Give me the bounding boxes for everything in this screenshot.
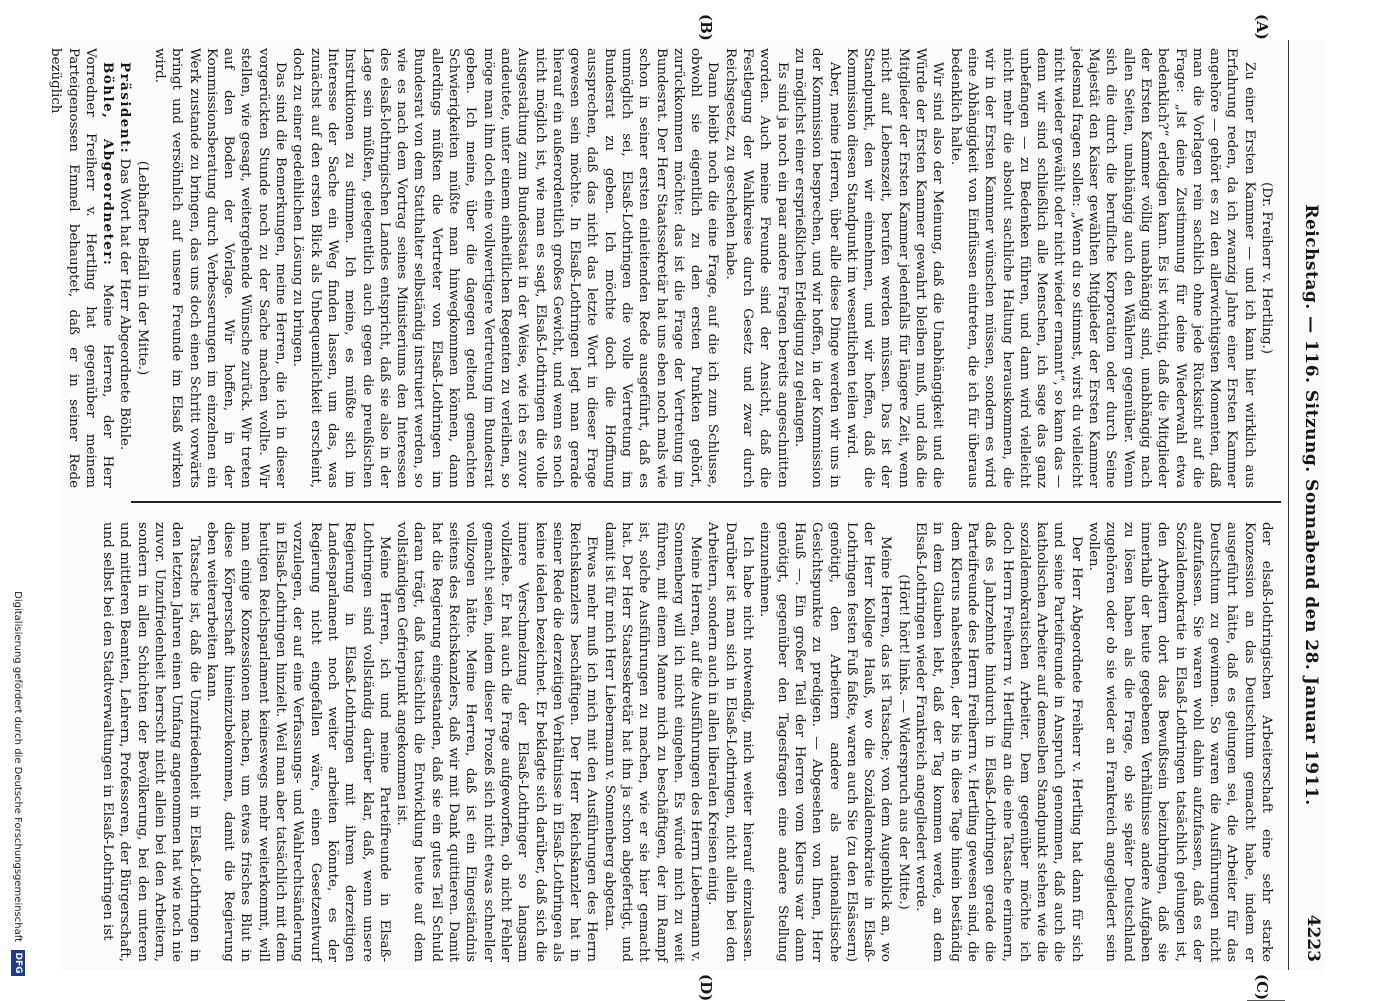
- paragraph: Meine Herren, das ist Tatsache; von dem Augenblick an, wo der Herr Kollege Hauß, wo die Sozialdemokratie in Elsaß-Lothringen festen Fuß faßte, waren auch Sie (zu den Elsässern) genötigt, den Arbeitern andere als nationalistische Gesichtspunkte zu predigen. — Abgesehen von Ihnen, Herr Hauß —. Ein großer Teil der Herren vom Klerus war dann genötigt, gegenüber den Tagesfragen eine andere Stellung einzunehmen.: [757, 522, 894, 962]
- paragraph: Meine Herren, ich und meine Parteifreunde in Elsaß-Lothringen sind vollständig darüber klar, daß, wenn unsere Regierung in Elsaß-Lothringen mit ihrem derzeitigen Landesparlament noch weiter arbeiten könnte, es der Regierung nicht eingefallen wäre, einen Gesetzentwurf vorzulegen, der auf eine Verfassungs- und Wahlrechtsänderung in Elsaß-Lothringen hinzielt. Weil man aber tatsächlich mit dem heutigen Reichsparlament keineswegs mehr weiterkommt, will man einige Konzessionen machen, um etwas frisches Blut in diese Körperschaft hineinzubekommen, damit die Regierung eben weiterarbeiten kann.: [203, 522, 392, 962]
- margin-mark-c: (C): [1253, 974, 1271, 1001]
- dfg-logo: DFG: [11, 950, 25, 976]
- president-paragraph: [116, 48, 133, 488]
- paragraph: Dann bleibt noch die eine Frage, auf die ich zum Schlusse, obwohl sie eigentlich zu den ersten Punkten gehört, zurückkommen möchte: das ist die Frage der Vertretung im Bundesrat. Der Herr Staatssekretär hat uns eben noch mals wie schon in seiner ersten einleitenden Rede ausgeführt, daß es unmöglich sei, Elsaß-Lothringen die volle Vertretung im Bundesrat zu geben. Ich möchte doch die Hoffnung aussprechen, daß das nicht das letzte Wort in dieser Frage gewesen sein möchte. In Elsaß-Lothringen legt man gerade hierauf ein außerordentlich großes Gewicht, und wenn es noch nicht möglich ist, wie man es sagt, Elsaß-Lothringen die volle Ausgestaltung zum Bundesstaat in der Weise, wie ich es zuvor andeutete, unter einem einheitlichen Regenten zu verleihen, so möge man ihm doch eine vollwertigere Vertretung im Bundesrat geben. Ich meine, über die dagegen geltend gemachten Schwierigkeiten müßte man hinwegkommen können, dann allerdings müßten die Vertreter von Elsaß-Lothringen im Bundesrat von dem Statthalter selbständig instruiert werden, so wie es nach dem Vortrag seines Ministeriums den Interessen des elsaß-lothringischen Landes entspricht, daß sie also in der Lage sein müßten, gelegentlich auch gegen die preußischen Instruktionen zu stimmen. Ich meine, es müßte sich im Interesse der Sache ein Weg finden lassen, um das, was zunächst auf den ersten Blick als Unbequemlichkeit erscheint, doch zu einer gedeihlichen Lösung zu bringen.: [290, 48, 721, 488]
- speaker-line: (Dr. Freiherr v. Hertling.): [1259, 181, 1274, 355]
- right-column: [100, 522, 1275, 962]
- paragraph: Das sind die Bemerkungen, meine Herren, die ich in dieser vorgerückten Stunde noch zu der Sache machen wollte. Wir stellen, wie gesagt, weitergehende Wünsche zurück. Wir treten auf den Boden der Vorlage. Wir hoffen, in der Kommissionsberatung durch Verbesserungen im einzelnen ein Werk zustande zu bringen, das uns doch einen Schritt vorwärts bringt und versöhnlich auf unsere Freunde im Elsaß wirken wird.: [152, 48, 289, 488]
- left-column: [48, 48, 1275, 489]
- paragraph: Meine Herren, auf die Ausführungen des Herrn Liebermann v. Sonnenberg will ich nicht eingehen. Es würde mich zu weit führen, mit einem Manne mich zu beschäftigen, der im Rampf ist, solche Ausführungen zu machen, wie er sie hier gemacht hat. Der Herr Staatssekretär hat ihn ja schon abgefertigt, und damit ist für mich Herr Liebermann v. Sonnenberg abgetan.: [601, 522, 704, 962]
- speaker-label: Böhle, Abgeordneter:: [100, 62, 117, 267]
- president-label: Präsident:: [117, 62, 134, 155]
- paragraph: Etwas mehr muß ich mich mit den Ausführungen des Herrn Reichskanzlers beschäftigen. Der Herr Reichskanzler hat in seiner Rede die derzeitigen Verhältnisse in Elsaß-Lothringen als keine idealen bezeichnet. Er beklagte sich darüber, daß sich die innere Verschmelzung der Elsaß-Lothringer so langsam vollziehe. Er hat auch die Frage aufgeworfen, ob nicht Fehler gemacht seien, indem dieser Prozeß sich nicht etwas schneller vollzogen hätte. Meine Herren, daß ist ein Eingeständnis seitens des Reichskanzlers, daß wir mit Dank quittieren. Damit hat die Regierung eingestanden, daß sie ein gutes Teil Schuld daran trägt, daß tatsächlich die Entwicklung heute auf dem vollständigen Gefrierpunkt angekommen ist.: [394, 522, 600, 962]
- speaker-paragraph: [47, 48, 116, 488]
- paragraph: Zu einer Ersten Kammer — und ich kann hier wirklich aus Erfahrung reden, da ich zwanzig Jahre einer Ersten Kammer angehöre — gehört es zu den allerwichtigsten Momenten, daß man die Vorlagen rein sachlich ohne jede Rücksicht auf die Frage: „Ist deine Zustimmung für deine Wiederwahl etwa bedenklich?“ erledigen kann. Es ist wichtig, daß die Mitglieder der Ersten Kammer völlig unabhängig sind, unabhängig nach allen Seiten, unabhängig auch den Wählern gegenüber. Wenn sich die durch die berufliche Korporation oder durch Seine Majestät den Kaiser gewählten Mitglieder der Ersten Kammer jedesmal fragen sollen: „Wenn du so stimmst, wirst du vielleicht nicht wieder gewählt oder nicht wieder ernannt“, so kann das — denn wir sind schließlich alle Menschen, ich sage das ganz unbefangen — zu Bedenken führen, und dann wird vielleicht nicht mehr die absolut sachliche Haltung herauskommen, die wir in der Ersten Kammer wünschen müssen, sondern es wird eine Abhängigkeit von Einflüssen eintreten, die ich für überaus bedenklich halte.: [947, 48, 1257, 488]
- president-text: Das Wort hat der Herr Abgeordnete Böhle.: [117, 158, 133, 451]
- newspaper-page: [48, 14, 1325, 1001]
- paragraph: Wir sind also der Meinung, daß die Unabhängigkeit und die Würde der Ersten Kammer gewahrt bleiben muß, und daß die Mitglieder der Ersten Kammer jedenfalls für längere Zeit, wenn nicht auf Lebenszeit, berufen werden müssen. Das ist der Standpunkt, den wir einnehmen, und wir hoffen, daß die Kommission diesen Standpunkt im wesentlichen teilen wird.: [843, 48, 946, 488]
- paragraph: Der Herr Abgeordnete Freiherr v. Hertling hat dann für sich und seine Parteifreunde in Anspruch genommen, daß auch die katholischen Arbeiter auf demselben Standpunkt stehen wie die sozialdemokratischen Arbeiter. Dem gegenüber möchte ich doch Herrn Freiherrn v. Hertling an die eine Tatsache erinnern, daß es Jahrzehnte hindurch in Elsaß-Lothringen gerade die Parteifreunde des Herrn Freiherrn v. Hertling gewesen sind, die dem Klerus nahestehen, der bis in diese Tage hinein beständig in dem Glauben lebt, daß der Tag kommen werde, an dem Elsaß-Lothringen wieder Frankreich angegliedert werde.: [913, 522, 1084, 962]
- interjection: (Hört! hört! links. — Widerspruch aus der Mitte.): [895, 574, 911, 910]
- column-divider: [131, 501, 1281, 503]
- margin-mark-d: (D): [697, 974, 715, 1001]
- header-rule: [1288, 40, 1289, 970]
- digitization-credit: [3, 0, 33, 1000]
- paragraph: Es sind ja noch ein paar andere Fragen bereits angeschnitten worden. Auch meine Freunde sind der Ansicht, daß die Festlegung der Wahlkreise durch Gesetz und zwar durch Reichsgesetz, zu geschehen habe.: [722, 48, 790, 488]
- page-number: 4223: [1303, 914, 1323, 962]
- page-header: [1293, 40, 1325, 970]
- running-title: Reichstag. — 116. Sitzung. Sonnabend den 28. Januar 1911.: [1301, 204, 1321, 806]
- margin-mark-b: (B): [697, 14, 715, 41]
- margin-mark-a: (A): [1253, 14, 1271, 40]
- paragraph: Tatsache ist, daß die Unzufriedenheit in Elsaß-Lothringen in den letzten Jahren einen Umfang angenommen hat wie noch nie zuvor. Unzufriedenheit herrscht nicht allein bei den Arbeitern, sondern in allen Schichten der Bevölkerung, bei den unteren und mittleren Beamten, Lehrern, Professoren, der Bürgerschaft, und selbst bei den Stadtverwaltungen in Elsaß-Lothringen ist: [100, 522, 202, 962]
- paragraph: der elsaß-lothringischen Arbeiterschaft eine sehr starke Konzession an das Deutschtum gemacht habe, indem er ausgeführt hätte, daß es gelungen sei, die Arbeiter für das Deutschtum zu gewinnen. So waren die Ausführungen nicht aufzufassen. Sie waren wohl dahin aufzufassen, daß es der Sozialdemokratie in Elsaß-Lothringen tatsächlich gelungen ist, den Arbeitern dort das Bewußtsein beizubringen, daß sie innerhalb der heute gegebenen Verhältnisse andere Aufgaben zu lösen haben als die Frage, ob sie später Deutschland zugehören oder ob sie wieder an Frankreich angegliedert sein wollen.: [1086, 522, 1274, 962]
- paragraph: Aber, meine Herren, über alle diese Dinge werden wir uns in der Kommission besprechen, und wir hoffen, in der Kommission zu möglichst einer ersprießlichen Erledigung zu gelangen.: [791, 48, 842, 488]
- speaker-text: Meine Herren, der Herr Vorredner Freiherr v. Hertling hat gegenüber meinem Parteigenossen Emmel behauptet, daß er in seiner Rede bezüglich: [48, 48, 116, 489]
- paragraph: Ich habe nicht notwendig, mich weiter hierauf einzulassen. Darüber ist man sich in Elsaß-Lothringen, nicht allein bei den Arbeitern, sondern auch in allen liberalen Kreisen einig.: [705, 522, 756, 962]
- credit-text: Digitalisierung gefördert durch die Deutsche Forschungsgemeinschaft: [12, 591, 24, 942]
- applause-note: (Lebhafter Beifall in der Mitte.): [134, 160, 150, 376]
